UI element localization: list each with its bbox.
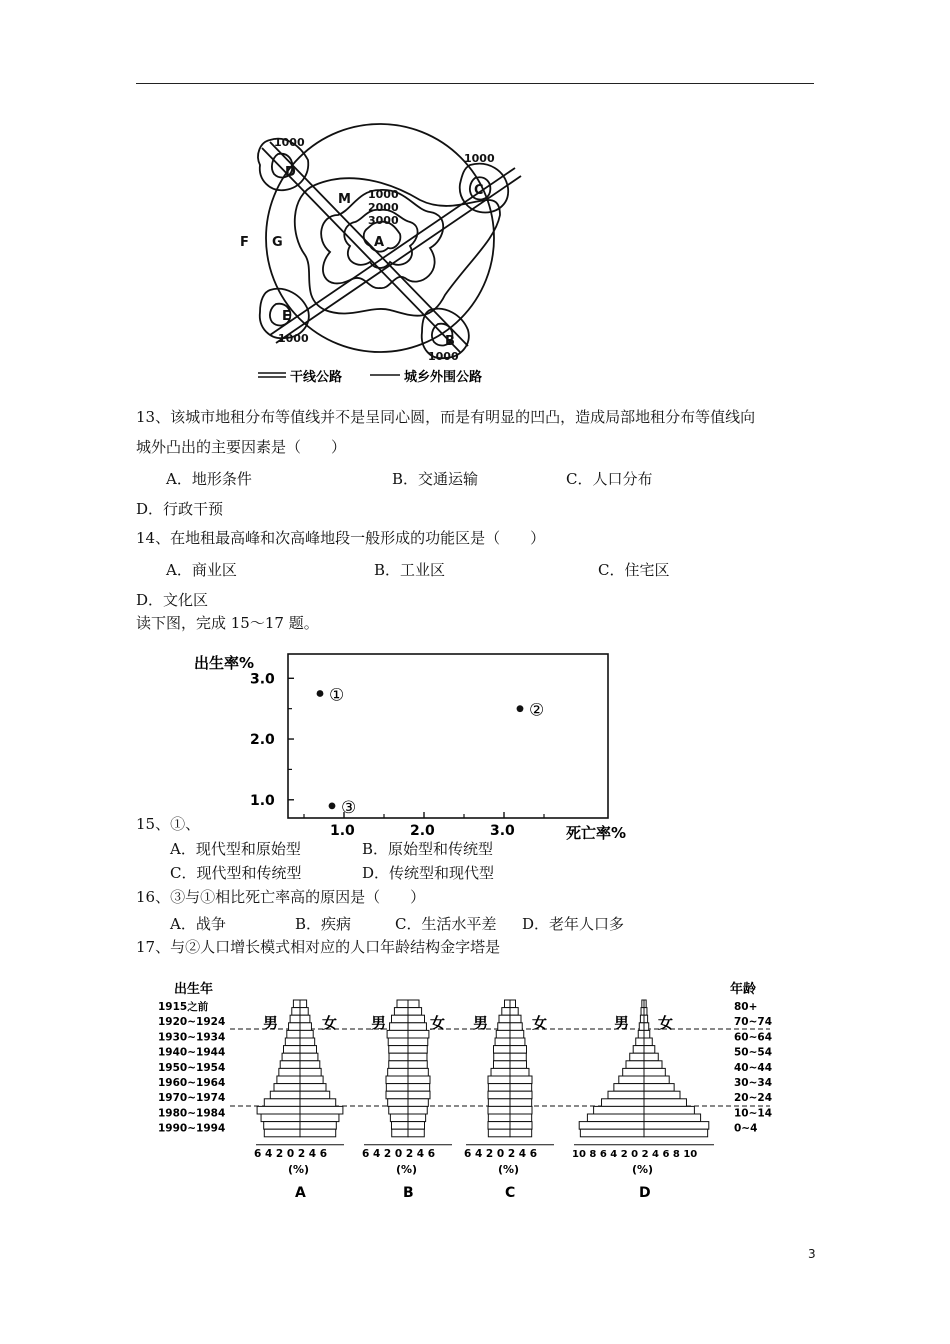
pyramid-C-female-bar [510, 1076, 532, 1084]
birth-year-label: 1950~1954 [158, 1061, 226, 1074]
pyramid-D-female-bar [644, 1114, 701, 1122]
pyramid-D-male-bar [579, 1122, 644, 1130]
pyramid-D-female-bar [644, 1046, 655, 1054]
pyramid-A-female-bar [300, 1030, 313, 1038]
q16-stem: 16、③与①相比死亡率高的原因是（ ） [136, 888, 426, 906]
q14-option-c[interactable]: C．住宅区 [598, 561, 670, 579]
pyramid-D-female-bar [644, 1122, 709, 1130]
label-b: B [445, 334, 455, 349]
pyramid-B-male-label: 男 [371, 1014, 387, 1032]
pyramid-A-male-bar [257, 1106, 300, 1114]
pyramid-B-male-bar [397, 1000, 408, 1008]
q13-option-c[interactable]: C．人口分布 [566, 470, 653, 488]
land-rent-map [230, 120, 530, 390]
pyramid-C-name: C [505, 1184, 516, 1201]
pyramid-B-male-bar [392, 1129, 408, 1137]
age-label: 70~74 [734, 1016, 773, 1029]
pyramid-C-male-bar [491, 1068, 510, 1076]
pyramid-C-female-bar [510, 1053, 526, 1061]
pyramid-D-male-bar [630, 1053, 644, 1061]
pyramid-D-female-bar [644, 1038, 652, 1046]
pyramid-B-name: B [403, 1184, 414, 1201]
pyramid-B-female-bar [408, 1091, 430, 1099]
pyramid-D-female-bar [644, 1076, 669, 1084]
pyramid-C-male-bar [502, 1008, 510, 1016]
pyramid-B-male-bar [388, 1099, 408, 1107]
pyramid-A-male-bar [274, 1084, 300, 1092]
pyramid-B-male-bar [394, 1008, 408, 1016]
label-d: D [285, 165, 296, 180]
pyramid-C-male-bar [488, 1114, 510, 1122]
data-point-label-2: ② [529, 700, 545, 721]
chart-xlabel: 死亡率% [566, 824, 627, 842]
pyramid-A-female-bar [300, 1023, 311, 1031]
pyramid-B-female-bar [408, 1061, 427, 1069]
pyramid-B-male-bar [388, 1068, 408, 1076]
pyramid-B-female-bar [408, 1068, 428, 1076]
pyramid-C-male-bar [494, 1053, 510, 1061]
q13-option-a[interactable]: A．地形条件 [166, 470, 252, 488]
q16-option-c[interactable]: C．生活水平差 [395, 915, 497, 933]
pyramid-B-male-bar [390, 1114, 408, 1122]
contour-label-2000: 2000 [368, 201, 399, 214]
pyramid-A-female-bar [300, 1046, 317, 1054]
pyramid-C-female-bar [510, 1015, 521, 1023]
pyramid-B-male-bar [388, 1038, 408, 1046]
pyramid-B-male-bar [392, 1015, 409, 1023]
chart-ylabel: 出生率% [194, 654, 255, 672]
pyramid-C-male-bar [498, 1023, 510, 1031]
pyramid-D-male-bar [633, 1046, 644, 1054]
pyramid-D-axis-labels: 10 8 6 4 2 0 2 4 6 8 10 [572, 1148, 698, 1160]
pyramid-D-female-bar [644, 1084, 674, 1092]
q13-option-b[interactable]: B．交通运输 [392, 470, 479, 488]
pyramid-C-female-bar [510, 1068, 529, 1076]
pyramid-D-male-bar [580, 1129, 644, 1137]
pyramid-C-female-bar [510, 1122, 532, 1130]
age-label: 20~24 [734, 1092, 773, 1105]
pyramid-B-male-bar [390, 1023, 408, 1031]
pyramid-C-male-label: 男 [473, 1014, 489, 1032]
contour-label-d: 1000 [274, 136, 305, 149]
pyramid-D-male-label: 男 [614, 1014, 630, 1032]
birth-death-rate-chart [190, 646, 660, 842]
pyramid-A-male-bar [290, 1015, 300, 1023]
birth-year-label: 1990~1994 [158, 1122, 226, 1135]
q15-option-b[interactable]: B．原始型和传统型 [362, 840, 494, 858]
pyramid-B-female-bar [408, 1084, 430, 1092]
pyramid-C-male-bar [488, 1091, 510, 1099]
birth-year-label: 1980~1984 [158, 1107, 226, 1120]
pyramid-A-female-bar [300, 1015, 310, 1023]
pyramid-A-male-bar [285, 1038, 300, 1046]
page-number: 3 [808, 1247, 816, 1261]
pyramid-B-female-bar [408, 1114, 426, 1122]
pyramid-D-female-bar [644, 1000, 646, 1008]
pyramid-B-female-bar [408, 1023, 426, 1031]
pyramid-A-unit: (%) [288, 1162, 310, 1176]
pyramid-A-female-label: 女 [322, 1014, 338, 1032]
pyramid-A-male-bar [264, 1129, 300, 1137]
pyramid-C-female-bar [510, 1084, 532, 1092]
pyramid-C-female-label: 女 [532, 1014, 548, 1032]
q14-option-b[interactable]: B．工业区 [374, 561, 446, 579]
age-label: 60~64 [734, 1031, 773, 1044]
label-m: M [338, 192, 351, 207]
legend-ring-road: 城乡外围公路 [404, 370, 483, 385]
x-tick-label: 3.0 [490, 823, 515, 839]
pyramid-A-female-bar [300, 1068, 321, 1076]
pyramid-C-axis-labels: 6 4 2 0 2 4 6 [464, 1147, 538, 1160]
pyramid-D-female-bar [644, 1030, 650, 1038]
pyramid-B-female-bar [408, 1122, 425, 1130]
pyramid-B-male-bar [386, 1084, 408, 1092]
pyramid-A-female-bar [300, 1122, 336, 1130]
pyramid-A-female-bar [300, 1106, 343, 1114]
age-label: 80+ [734, 1001, 758, 1013]
pyramid-B-unit: (%) [396, 1162, 418, 1176]
pyramid-B-female-bar [408, 1106, 427, 1114]
q13-line1: 13、该城市地租分布等值线并不是呈同心圆，而是有明显的凹凸，造成局部地租分布等值线向 [136, 408, 756, 426]
pyramid-B-male-bar [389, 1046, 408, 1054]
q16-option-a[interactable]: A．战争 [170, 915, 226, 933]
q15-option-d[interactable]: D．传统型和现代型 [362, 864, 495, 882]
y-tick-label: 1.0 [250, 792, 275, 809]
pyramid-B-male-bar [389, 1106, 408, 1114]
pyramid-D-female-bar [644, 1053, 658, 1061]
pyramid-C-male-bar [488, 1129, 510, 1137]
pyramid-B-female-bar [408, 1053, 427, 1061]
pyramid-D-name: D [639, 1184, 651, 1201]
pyramid-B-male-bar [387, 1030, 408, 1038]
pyramid-left-title: 出生年 [174, 982, 214, 997]
pyramid-C-male-bar [499, 1015, 510, 1023]
pyramid-B-female-bar [408, 1038, 428, 1046]
pyramid-B-male-bar [386, 1091, 408, 1099]
pyramid-A-name: A [295, 1184, 306, 1201]
q15-option-c[interactable]: C．现代型和传统型 [170, 864, 302, 882]
contour-label-c: 1000 [464, 152, 495, 165]
pyramid-C-male-bar [488, 1076, 510, 1084]
pyramid-C-female-bar [510, 1008, 518, 1016]
pyramid-A-male-bar [279, 1068, 300, 1076]
pyramid-A-female-bar [300, 1076, 323, 1084]
pyramid-C-male-bar [488, 1099, 510, 1107]
age-label: 40~44 [734, 1061, 773, 1074]
pyramid-right-title: 年龄 [730, 982, 757, 997]
pyramid-B-female-bar [408, 1076, 430, 1084]
pyramid-A-female-bar [300, 1114, 339, 1122]
pyramid-D-female-bar [644, 1129, 708, 1137]
q13-line2: 城外凸出的主要因素是（ ） [136, 438, 347, 456]
pyramid-A-male-bar [264, 1122, 300, 1130]
x-tick-label: 2.0 [410, 823, 435, 839]
pyramid-C-female-bar [510, 1038, 525, 1046]
pyramid-D-male-bar [587, 1114, 644, 1122]
pyramid-D-female-bar [644, 1023, 649, 1031]
pyramid-D-male-bar [640, 1015, 644, 1023]
label-e: E [282, 309, 291, 324]
label-f: F [240, 235, 249, 250]
q13-option-d[interactable]: D．行政干预 [136, 500, 224, 518]
pyramid-A-male-bar [293, 1000, 300, 1008]
pyramid-A-female-bar [300, 1091, 330, 1099]
pyramid-A-male-bar [282, 1053, 300, 1061]
birth-year-label: 1920~1924 [158, 1016, 226, 1029]
pyramid-A-female-bar [300, 1061, 320, 1069]
pyramid-B-female-label: 女 [430, 1014, 446, 1032]
pyramid-A-female-bar [300, 1099, 336, 1107]
pyramid-C-female-bar [510, 1106, 532, 1114]
contour-label-1000: 1000 [368, 188, 399, 201]
pyramid-D-female-bar [644, 1099, 686, 1107]
birth-year-label: 1940~1944 [158, 1046, 226, 1059]
pyramid-A-female-bar [300, 1038, 315, 1046]
pyramid-B-female-bar [408, 1008, 422, 1016]
q14-option-a[interactable]: A．商业区 [166, 561, 237, 579]
pyramid-A-male-bar [284, 1046, 301, 1054]
pyramid-D-male-bar [614, 1084, 644, 1092]
q16-option-b[interactable]: B．疾病 [295, 915, 352, 933]
legend-trunk-road: 干线公路 [290, 370, 343, 385]
pyramid-C-female-bar [510, 1023, 522, 1031]
pyramid-B-female-bar [408, 1129, 424, 1137]
q17-stem: 17、与②人口增长模式相对应的人口年龄结构金字塔是 [136, 938, 501, 956]
pyramid-A-male-label: 男 [263, 1014, 279, 1032]
pyramid-B-male-bar [386, 1076, 408, 1084]
age-label: 30~34 [734, 1077, 773, 1089]
y-tick-label: 3.0 [250, 671, 275, 688]
pyramid-C-male-bar [496, 1030, 510, 1038]
pyramid-A-male-bar [289, 1023, 300, 1031]
pyramid-D-female-bar [644, 1015, 648, 1023]
data-point-3 [329, 802, 336, 809]
contour-label-b: 1000 [428, 350, 459, 363]
pyramid-D-male-bar [639, 1023, 644, 1031]
pyramid-D-unit: (%) [632, 1162, 654, 1176]
x-tick-label: 1.0 [330, 823, 355, 839]
age-label: 10~14 [734, 1107, 773, 1120]
pyramid-D-male-bar [602, 1099, 644, 1107]
pyramid-A-male-bar [277, 1076, 300, 1084]
pyramid-B-female-bar [408, 1000, 419, 1008]
pyramid-B-female-bar [408, 1030, 429, 1038]
pyramid-A-female-bar [300, 1084, 326, 1092]
birth-year-label: 1970~1974 [158, 1092, 226, 1105]
header-rule [136, 83, 814, 84]
pyramid-C-female-bar [510, 1099, 532, 1107]
pyramid-C-male-bar [488, 1084, 510, 1092]
pyramid-C-male-bar [505, 1000, 511, 1008]
pyramid-B-female-bar [408, 1099, 428, 1107]
q14-option-d[interactable]: D．文化区 [136, 591, 209, 609]
pyramid-A-male-bar [292, 1008, 300, 1016]
pyramid-A-male-bar [280, 1061, 300, 1069]
pyramid-A-female-bar [300, 1000, 307, 1008]
pyramid-C-female-bar [510, 1046, 527, 1054]
pyramid-D-male-bar [638, 1030, 644, 1038]
pyramid-C-female-bar [510, 1000, 516, 1008]
pyramid-B-axis-labels: 6 4 2 0 2 4 6 [362, 1147, 436, 1160]
q16-option-d[interactable]: D．老年人口多 [522, 915, 625, 933]
data-point-1 [317, 690, 324, 697]
pyramid-A-male-bar [264, 1099, 300, 1107]
q15-option-a[interactable]: A．现代型和原始型 [170, 840, 301, 858]
pyramid-C-female-bar [510, 1091, 532, 1099]
pyramid-D-female-bar [644, 1068, 665, 1076]
birth-year-label: 1960~1964 [158, 1077, 226, 1089]
pyramid-B-female-bar [408, 1046, 427, 1054]
pyramid-B-male-bar [389, 1061, 408, 1069]
pyramid-D-male-bar [623, 1068, 644, 1076]
pyramid-A-male-bar [270, 1091, 300, 1099]
pyramid-A-male-bar [287, 1030, 300, 1038]
pyramid-B-female-bar [408, 1015, 425, 1023]
pyramid-C-female-bar [510, 1129, 532, 1137]
pyramid-D-female-bar [644, 1091, 680, 1099]
pyramid-D-male-bar [594, 1106, 644, 1114]
pyramid-C-female-bar [510, 1030, 524, 1038]
q14-stem: 14、在地租最高峰和次高峰地段一般形成的功能区是（ ） [136, 529, 546, 547]
pyramid-D-female-bar [644, 1061, 662, 1069]
q15-stem: 15、①、 [136, 815, 201, 833]
label-c: C [474, 183, 484, 198]
pyramid-C-male-bar [488, 1122, 510, 1130]
data-point-2 [517, 705, 524, 712]
label-a: A [374, 235, 385, 250]
pyramid-B-male-bar [389, 1053, 408, 1061]
pyramid-C-male-bar [488, 1106, 510, 1114]
contour-label-3000: 3000 [368, 214, 399, 227]
pyramid-D-male-bar [619, 1076, 644, 1084]
age-label: 0~4 [734, 1122, 758, 1135]
label-g: G [272, 235, 283, 250]
data-point-label-1: ① [329, 685, 345, 706]
pyramid-D-male-bar [626, 1061, 644, 1069]
pyramid-C-male-bar [494, 1046, 511, 1054]
y-tick-label: 2.0 [250, 732, 275, 749]
age-label: 50~54 [734, 1046, 773, 1059]
pyramid-D-female-label: 女 [658, 1014, 674, 1032]
pyramid-C-male-bar [494, 1061, 511, 1069]
birth-year-label: 1930~1934 [158, 1031, 226, 1044]
pyramid-A-female-bar [300, 1008, 308, 1016]
birth-year-label: 1915之前 [158, 1001, 209, 1013]
pyramid-C-unit: (%) [498, 1162, 520, 1176]
pyramid-B-male-bar [392, 1122, 409, 1130]
pyramid-A-male-bar [261, 1114, 300, 1122]
intro-text: 读下图，完成 15～17 题。 [136, 614, 319, 632]
pyramid-C-male-bar [495, 1038, 510, 1046]
pyramid-C-female-bar [510, 1061, 527, 1069]
pyramid-A-axis-labels: 6 4 2 0 2 4 6 [254, 1147, 328, 1160]
contour-label-e: 1000 [278, 332, 309, 345]
pyramid-D-male-bar [608, 1091, 644, 1099]
pyramid-D-female-bar [644, 1106, 694, 1114]
pyramid-D-male-bar [636, 1038, 644, 1046]
pyramid-A-female-bar [300, 1129, 336, 1137]
pyramid-C-female-bar [510, 1114, 532, 1122]
population-pyramids [150, 975, 780, 1201]
data-point-label-3: ③ [341, 797, 357, 818]
pyramid-D-female-bar [644, 1008, 647, 1016]
pyramid-A-female-bar [300, 1053, 318, 1061]
chart-frame [288, 654, 608, 818]
